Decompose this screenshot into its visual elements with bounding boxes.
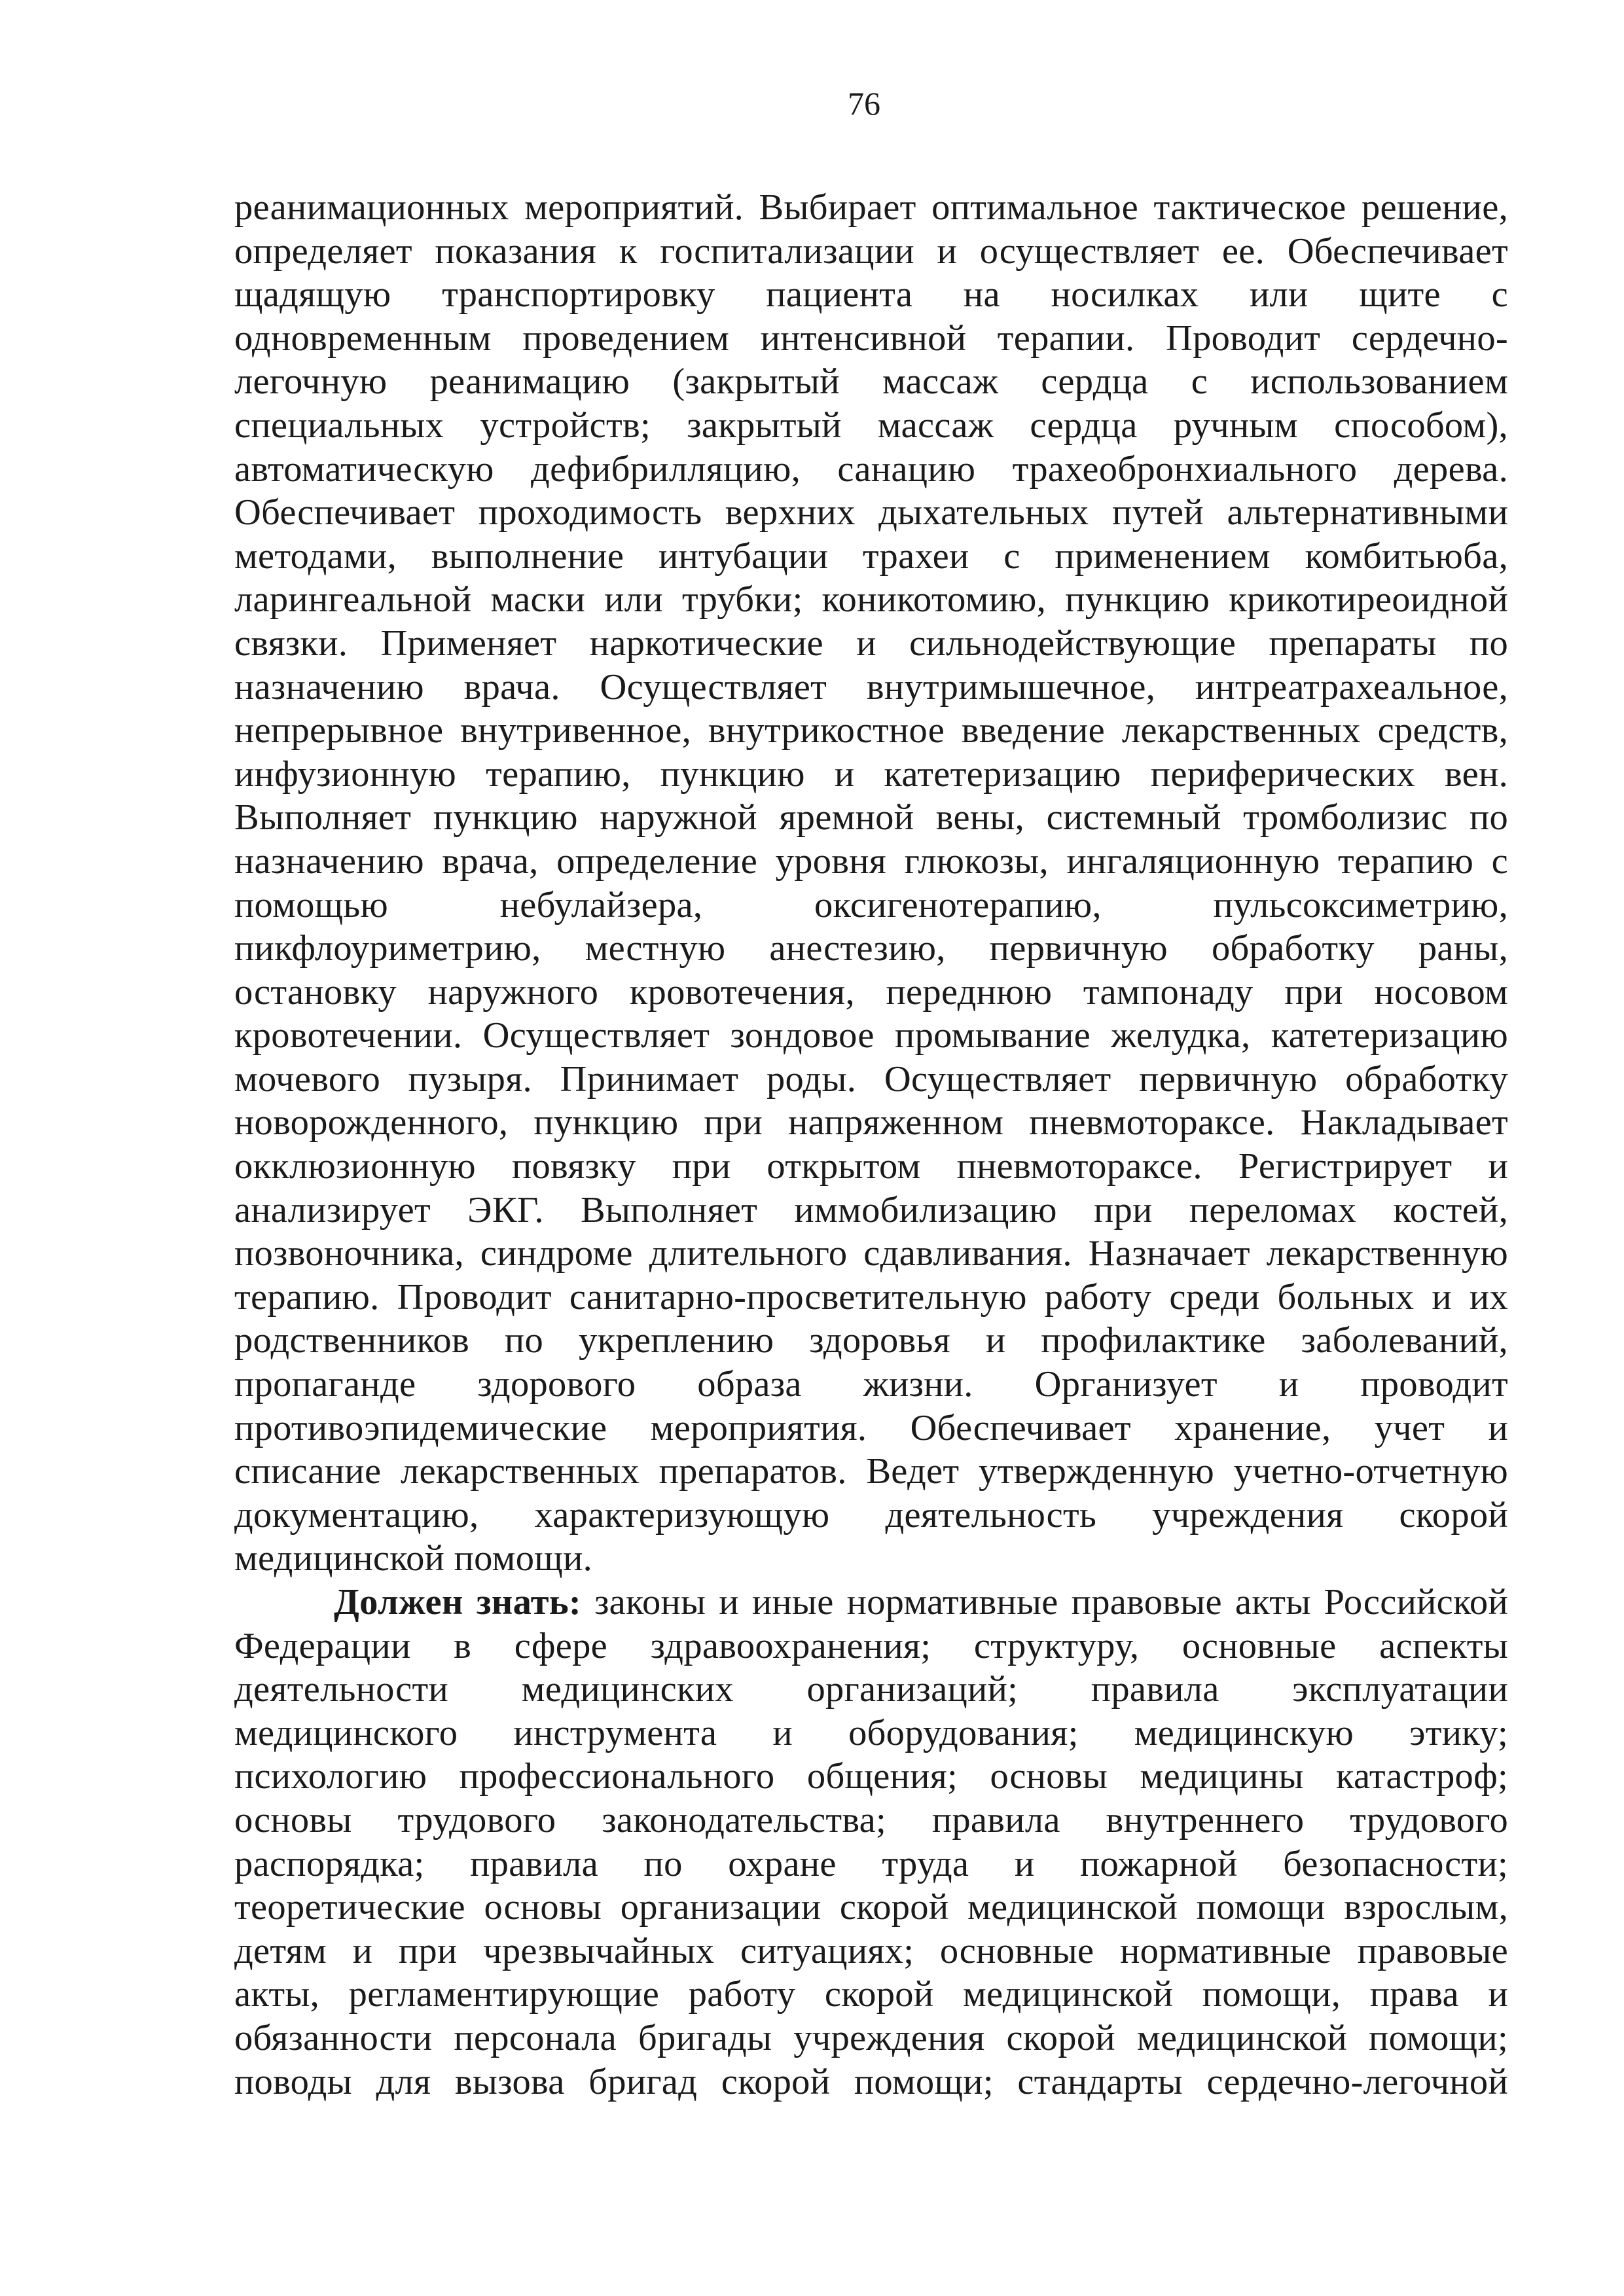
text-line: щадящую транспортировку пациента на носилках или щите с bbox=[234, 274, 1508, 315]
text-line bbox=[234, 1581, 1508, 1624]
text-line: психологию профессионального общения; основы медицины катастроф; bbox=[234, 1756, 1508, 1797]
text-line: реанимационных мероприятий. Выбирает оптимальное тактическое решение, bbox=[234, 187, 1508, 228]
text-line: методами, выполнение интубации трахеи с применением комбитьюба, bbox=[234, 535, 1508, 577]
text-line: автоматическую дефибрилляцию, санацию трахеобронхиального дерева. bbox=[234, 448, 1508, 490]
text-line: кровотечении. Осуществляет зондовое промывание желудка, катетеризацию bbox=[234, 1015, 1508, 1056]
text-line: Обеспечивает проходимость верхних дыхательных путей альтернативными bbox=[234, 492, 1508, 533]
text-line: теоретические основы организации скорой медицинской помощи взрослым, bbox=[234, 1887, 1508, 1928]
text-line: остановку наружного кровотечения, переднюю тампонаду при носовом bbox=[234, 971, 1508, 1013]
page-number: 76 bbox=[848, 85, 880, 122]
text-line: связки. Применяет наркотические и сильнодействующие препараты по bbox=[234, 622, 1508, 664]
text-line: детям и при чрезвычайных ситуациях; основные нормативные правовые bbox=[234, 1930, 1508, 1971]
paragraph-must-know bbox=[234, 1581, 1508, 2104]
text-line: пикфлоуриметрию, местную анестезию, первичную обработку раны, bbox=[234, 928, 1508, 969]
text-line: назначению врача. Осуществляет внутримышечное, интреатрахеальное, bbox=[234, 666, 1508, 708]
must-know-heading: Должен знать: bbox=[334, 1582, 582, 1623]
text-line: документацию, характеризующую деятельность учреждения скорой bbox=[234, 1494, 1508, 1535]
body-text bbox=[234, 186, 1508, 2104]
text-line: одновременным проведением интенсивной терапии. Проводит сердечно- bbox=[234, 317, 1508, 359]
text-line: новорожденного, пункцию при напряженном пневмотораксе. Накладывает bbox=[234, 1102, 1508, 1143]
text-line: противоэпидемические мероприятия. Обеспечивает хранение, учет и bbox=[234, 1407, 1508, 1448]
text-line: мочевого пузыря. Принимает роды. Осуществляет первичную обработку bbox=[234, 1058, 1508, 1100]
text-line: распорядка; правила по охране труда и пожарной безопасности; bbox=[234, 1843, 1508, 1884]
text-line: списание лекарственных препаратов. Ведет утвержденную учетно-отчетную bbox=[234, 1451, 1508, 1492]
text-line: поводы для вызова бригад скорой помощи; стандарты сердечно-легочной bbox=[234, 2061, 1508, 2102]
text-line: окклюзионную повязку при открытом пневмотораксе. Регистрирует и bbox=[234, 1146, 1508, 1187]
text-line: легочную реанимацию (закрытый массаж сердца с использованием bbox=[234, 361, 1508, 403]
text-line: ларингеальной маски или трубки; коникотомию, пункцию крикотиреоидной bbox=[234, 579, 1508, 620]
text-line: Федерации в сфере здравоохранения; структуру, основные аспекты bbox=[234, 1625, 1508, 1666]
text-line: медицинской помощи. bbox=[234, 1538, 593, 1579]
text-line: медицинского инструмента и оборудования; медицинскую этику; bbox=[234, 1712, 1508, 1753]
text-line: позвоночника, синдроме длительного сдавливания. Назначает лекарственную bbox=[234, 1233, 1508, 1274]
text-line: терапию. Проводит санитарно-просветительную работу среди больных и их bbox=[234, 1276, 1508, 1318]
text-line: помощью небулайзера, оксигенотерапию, пульсоксиметрию, bbox=[234, 884, 1508, 925]
text-run: законы и иные нормативные правовые акты Российской bbox=[581, 1582, 1508, 1623]
text-line: определяет показания к госпитализации и осуществляет ее. Обеспечивает bbox=[234, 230, 1508, 272]
text-line: непрерывное внутривенное, внутрикостное введение лекарственных средств, bbox=[234, 710, 1508, 751]
text-line: обязанности персонала бригады учреждения скорой медицинской помощи; bbox=[234, 2017, 1508, 2058]
text-line: основы трудового законодательства; правила внутреннего трудового bbox=[234, 1799, 1508, 1840]
text-line: деятельности медицинских организаций; правила эксплуатации bbox=[234, 1669, 1508, 1710]
text-line: пропаганде здорового образа жизни. Организует и проводит bbox=[234, 1364, 1508, 1405]
text-line: инфузионную терапию, пункцию и катетеризацию периферических вен. bbox=[234, 753, 1508, 795]
text-line: назначению врача, определение уровня глюкозы, ингаляционную терапию с bbox=[234, 840, 1508, 882]
text-line: родственников по укреплению здоровья и профилактике заболеваний, bbox=[234, 1320, 1508, 1361]
paragraph-duties bbox=[234, 186, 1508, 1581]
text-line: анализирует ЭКГ. Выполняет иммобилизацию при переломах костей, bbox=[234, 1189, 1508, 1230]
text-line: специальных устройств; закрытый массаж сердца ручным способом), bbox=[234, 404, 1508, 446]
text-line: Выполняет пункцию наружной яремной вены, системный тромболизис по bbox=[234, 797, 1508, 838]
text-line: акты, регламентирующие работу скорой медицинской помощи, права и bbox=[234, 1974, 1508, 2015]
